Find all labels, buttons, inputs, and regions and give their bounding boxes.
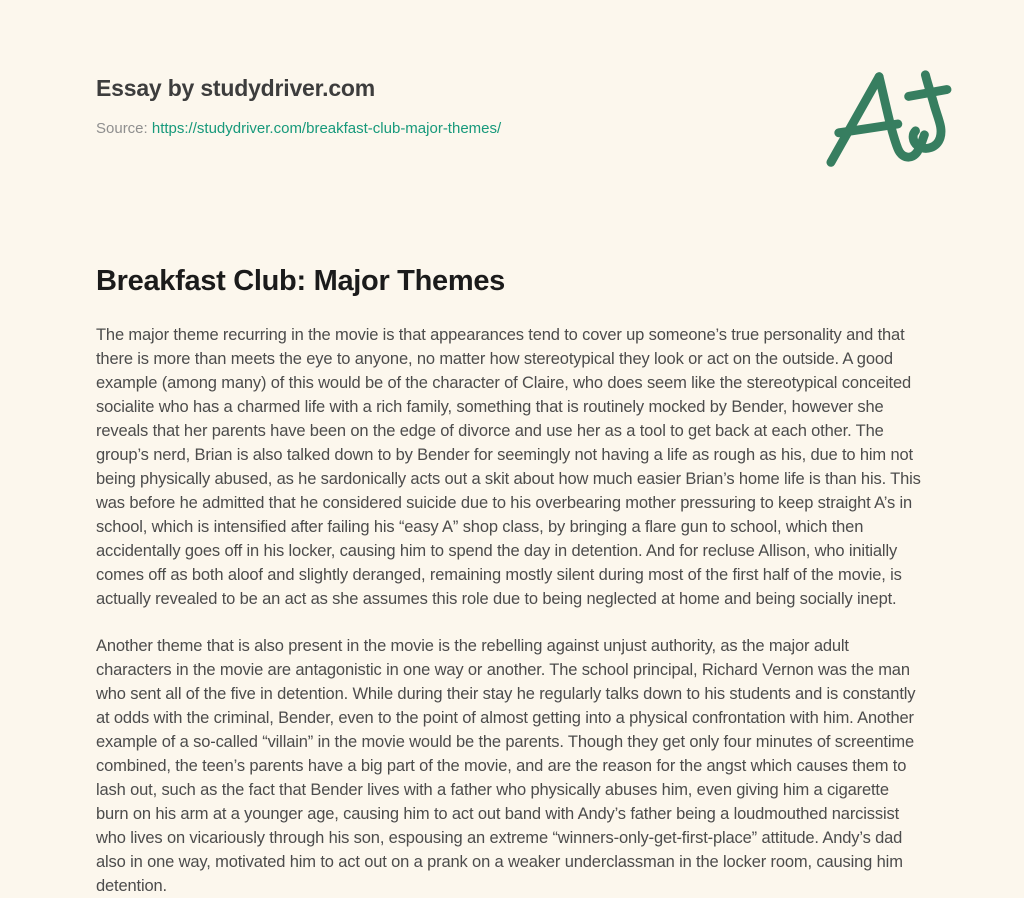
logo-a-left-leg — [831, 77, 879, 163]
essay-content — [96, 264, 928, 898]
essay-title: Breakfast Club: Major Themes — [96, 265, 505, 297]
essay-paragraph-2: Another theme that is also present in the movie is the rebelling against unjust authority, as the major adult characters in the movie are antagonistic in one way or another. The school principal, Richard Vernon was the man who sent all of the five in detention. While during their stay he regularly talks down to his students and is constantly at odds with the criminal, Bender, even to the point of almost getting into a physical confrontation with him. Another example of a so-called “villain” in the movie would be the parents. Though they get only four minutes of screentime combined, the teen’s parents have a big part of the movie, and are the reason for the angst which causes them to lash out, such as the fact that Bender lives with a father who physically abuses him, even giving him a cigarette burn on his arm at a younger age, causing him to act out band with Andy’s father being a loudmouthed narcissist who lives on vicariously through his son, espousing an extreme “winners-only-get-first-place” attitude. Andy’s dad also in one way, motivated him to act out on a prank on a weaker underclassman in the locker room, causing him detention. — [96, 637, 916, 895]
site-heading: Essay by studydriver.com — [96, 75, 376, 101]
page-header — [96, 0, 928, 188]
a-plus-logo-icon — [818, 60, 956, 188]
header-text-block — [96, 58, 501, 138]
source-label: Source: — [96, 120, 148, 137]
essay-paragraph-1: The major theme recurring in the movie is that appearances tend to cover up someone’s true personality and that there is more than meets the eye to anyone, no matter how stereotypical they look or act on the outside. A good example (among many) of this would be of the character of Claire, who does seem like the stereotypical conceited socialite who has a charmed life with a rich family, something that is routinely mocked by Bender, however she reveals that her parents have been on the edge of divorce and use her as a tool to get back at each other. The group’s nerd, Brian is also talked down to by Bender for seemingly not having a life as rough as his, due to him not being physically abused, as he sardonically acts out a skit about how much easier Brian’s home life is than his. This was before he admitted that he considered suicide due to his overbearing mother pressuring to keep straight A’s in school, which is intensified after failing his “easy A” shop class, by bringing a flare gun to school, which then accidentally goes off in his locker, causing him to spend the day in detention. And for recluse Allison, who initially comes off as both aloof and slightly deranged, remaining mostly silent during most of the first half of the movie, is actually revealed to be an act as she assumes this role due to being neglected at home and being socially inept. — [96, 326, 921, 608]
source-line — [96, 120, 501, 138]
a-plus-logo-svg — [818, 60, 956, 183]
source-link[interactable]: https://studydriver.com/breakfast-club-major-themes/ — [151, 120, 502, 137]
